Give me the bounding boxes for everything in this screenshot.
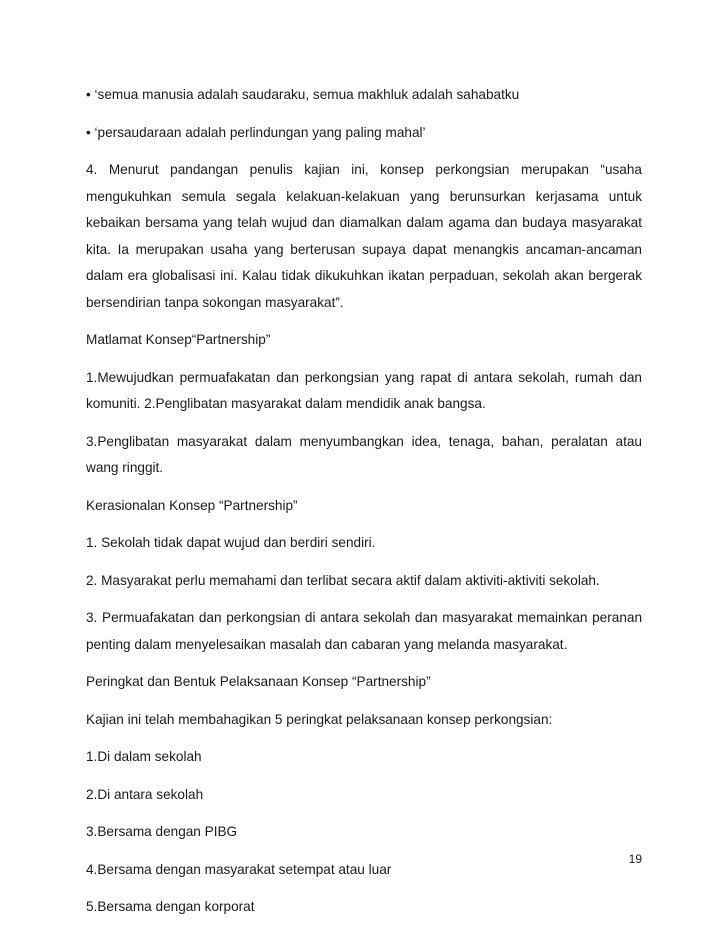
paragraph-4: 4. Menurut pandangan penulis kajian ini, konsep perkongsian merupakan “usaha mengukuhkan semula segala kelakuan-kelakuan yang berunsurkan kerjasama untuk kebaikan bersama yang telah wujud dan diamalkan dalam agama dan budaya masyarakat kita. Ia merupakan usaha yang berterusan supaya dapat menangkis ancaman-ancaman dalam era globalisasi ini. Kalau tidak dikukuhkan ikatan perpaduan, sekolah akan bergerak bersendirian tanpa sokongan masyarakat”. xyxy=(86,162,642,310)
heading-kerasionalan: Kerasionalan Konsep “Partnership” xyxy=(86,497,298,513)
heading-peringkat: Peringkat dan Bentuk Pelaksanaan Konsep “Partnership” xyxy=(86,674,431,689)
heading-matlamat: Matlamat Konsep“Partnership” xyxy=(86,332,271,347)
peringkat-item-1: 1.Di dalam sekolah xyxy=(86,749,202,764)
kerasionalan-item-3: 3. Permuafakatan dan perkongsian di antara sekolah dan masyarakat memainkan peranan penting dalam menyelesaikan masalah dan cabaran yang melanda masyarakat. xyxy=(86,610,642,652)
kerasionalan-item-2: 2. Masyarakat perlu memahami dan terlibat secara aktif dalam aktiviti-aktiviti sekolah. xyxy=(86,572,600,588)
bullet-quote-1: • ‘semua manusia adalah saudaraku, semua makhluk adalah sahabatku xyxy=(86,87,520,102)
bullet-quote-2: • ‘persaudaraan adalah perlindungan yang paling mahal’ xyxy=(86,124,426,140)
page-body xyxy=(86,82,642,932)
peringkat-item-4: 4.Bersama dengan masyarakat setempat atau luar xyxy=(86,861,392,877)
matlamat-items-1-2: 1.Mewujudkan permuafakatan dan perkongsian yang rapat di antara sekolah, rumah dan komuniti. 2.Penglibatan masyarakat dalam mendidik anak bangsa. xyxy=(86,369,642,411)
peringkat-intro: Kajian ini telah membahagikan 5 peringkat pelaksanaan konsep perkongsian: xyxy=(86,711,553,727)
matlamat-item-3: 3.Penglibatan masyarakat dalam menyumbangkan idea, tenaga, bahan, peralatan atau wang ringgit. xyxy=(86,433,642,475)
peringkat-item-3: 3.Bersama dengan PIBG xyxy=(86,824,238,839)
page-number: 19 xyxy=(628,852,642,866)
kerasionalan-item-1: 1. Sekolah tidak dapat wujud dan berdiri sendiri. xyxy=(86,535,376,550)
peringkat-item-2: 2.Di antara sekolah xyxy=(86,786,204,802)
peringkat-item-5: 5.Bersama dengan korporat xyxy=(86,899,255,914)
